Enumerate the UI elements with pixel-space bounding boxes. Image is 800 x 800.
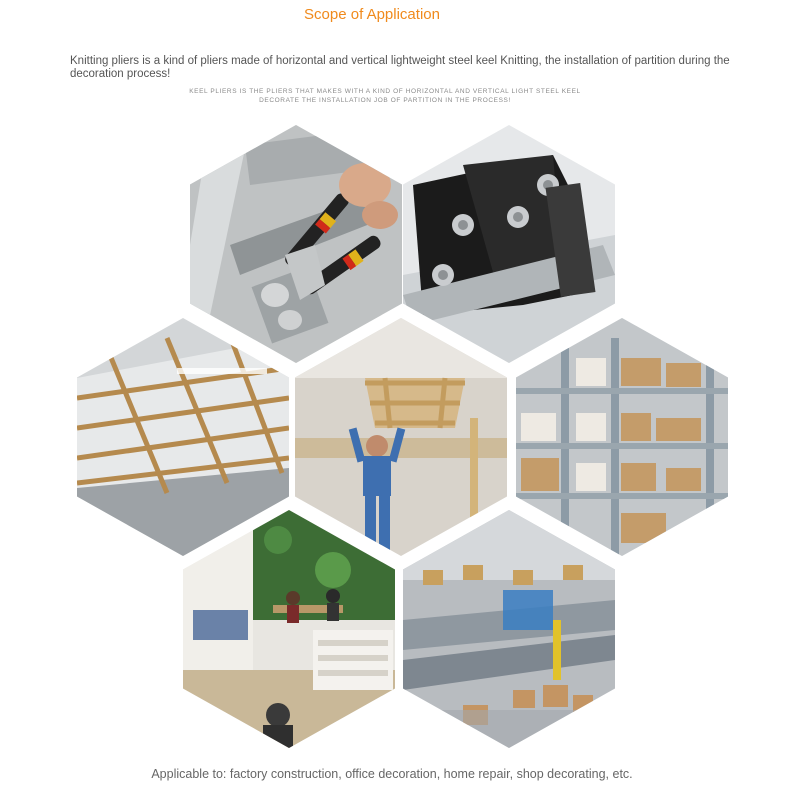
- warehouse-shelves-photo: [516, 318, 728, 556]
- worker-ceiling-photo: [295, 318, 507, 556]
- factory-floor-photo: [403, 510, 615, 748]
- caption-line-1: KEEL PLIERS IS THE PLIERS THAT MAKES WITH A KIND OF HORIZONTAL AND VERTICAL LIGHT STEEL KEEL: [189, 88, 581, 95]
- ceiling-frame-photo: [77, 318, 289, 556]
- section-title: Scope of Application: [304, 6, 440, 23]
- bolt-closeup-photo: [403, 125, 615, 363]
- description-text: Knitting pliers is a kind of pliers made of horizontal and vertical lightweight steel keel Knitting, the installation of partition during the decoration process!: [70, 55, 730, 80]
- office-interior-photo: [183, 510, 395, 748]
- applicable-footer: Applicable to: factory construction, office decoration, home repair, shop decorating, etc.: [151, 767, 633, 781]
- caption-line-2: DECORATE THE INSTALLATION JOB OF PARTITION IN THE PROCESS!: [259, 97, 511, 104]
- pliers-hand-photo: [190, 125, 402, 363]
- uppercase-caption: [0, 87, 770, 105]
